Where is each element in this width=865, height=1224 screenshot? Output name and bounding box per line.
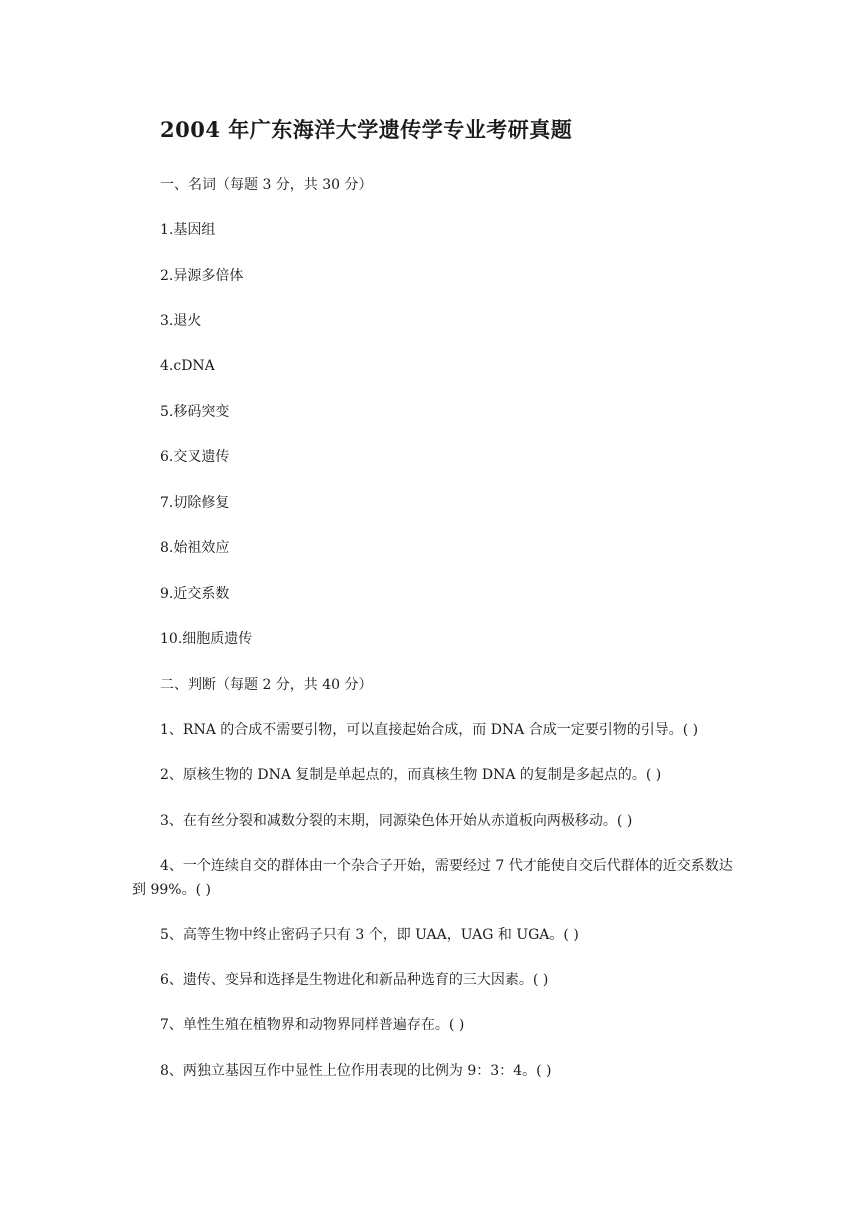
- judgement-item: 6、遗传、变异和选择是生物进化和新品种选育的三大因素。( ): [160, 972, 549, 988]
- term-item: 6.交叉遗传: [160, 449, 230, 465]
- term-item: 8.始祖效应: [160, 540, 230, 556]
- judgement-item: 8、两独立基因互作中显性上位作用表现的比例为 9：3：4。( ): [160, 1063, 552, 1079]
- term-item: 10.细胞质遗传: [160, 631, 253, 647]
- term-item: 1.基因组: [160, 222, 216, 238]
- judgement-item: 3、在有丝分裂和减数分裂的末期，同源染色体开始从赤道板向两极移动。( ): [160, 813, 633, 829]
- judgement-item: 7、单性生殖在植物界和动物界同样普遍存在。( ): [160, 1017, 465, 1033]
- judgement-item: 4、一个连续自交的群体由一个杂合子开始，需要经过 7 代才能使自交后代群体的近交系数达到 99%。( ): [132, 858, 733, 898]
- term-item: 5.移码突变: [160, 404, 230, 420]
- term-item: 3.退火: [160, 313, 202, 329]
- term-item: 2.异源多倍体: [160, 268, 244, 284]
- judgement-item: 5、高等生物中终止密码子只有 3 个，即 UAA，UAG 和 UGA。( ): [160, 927, 579, 943]
- term-item: 7.切除修复: [160, 495, 230, 511]
- document-title: 2004 年广东海洋大学遗传学专业考研真题: [160, 117, 573, 142]
- section-heading-terms: 一、名词（每题 3 分，共 30 分）: [160, 177, 373, 193]
- section-heading-judgement: 二、判断（每题 2 分，共 40 分）: [160, 677, 373, 693]
- term-item: 4.cDNA: [160, 358, 215, 374]
- judgement-item: 1、RNA 的合成不需要引物，可以直接起始合成，而 DNA 合成一定要引物的引导。( ): [160, 722, 699, 738]
- term-item: 9.近交系数: [160, 586, 230, 602]
- judgement-item: 2、原核生物的 DNA 复制是单起点的，而真核生物 DNA 的复制是多起点的。( ): [160, 767, 662, 783]
